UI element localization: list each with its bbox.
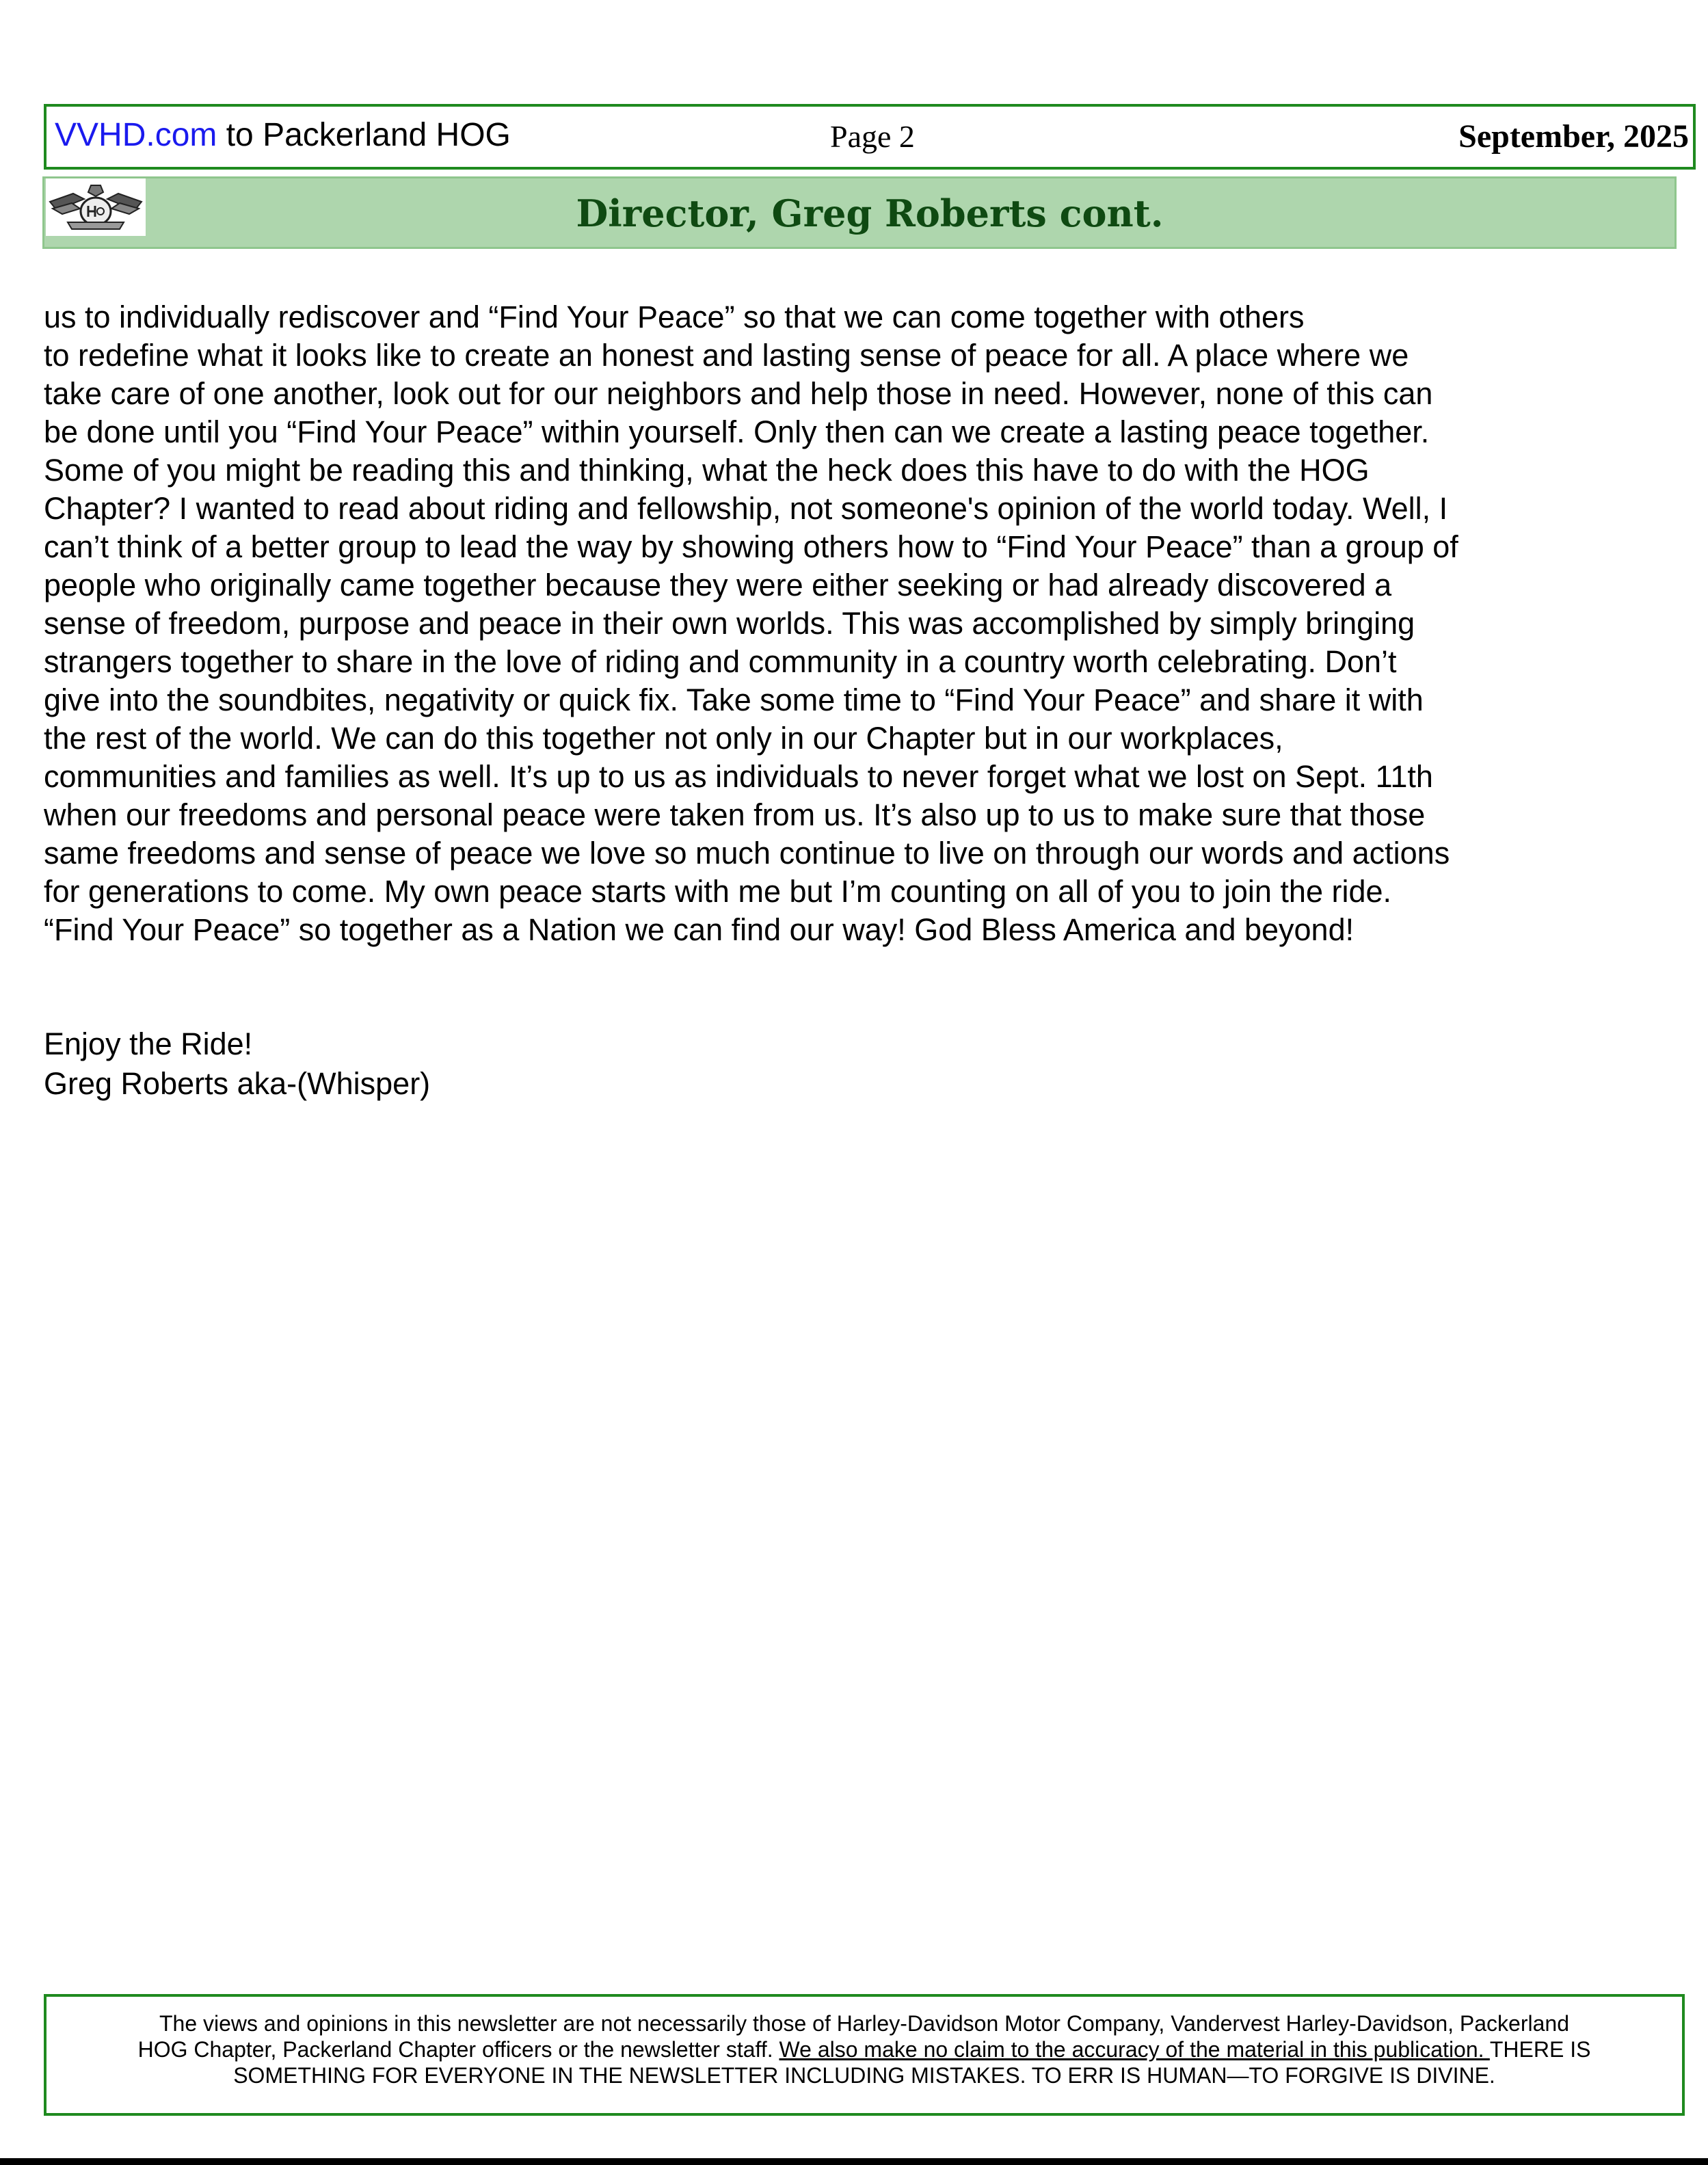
site-link[interactable]: VVHD.com <box>55 117 217 153</box>
page-header <box>44 104 1696 170</box>
disclaimer-line: SOMETHING FOR EVERYONE IN THE NEWSLETTER INCLUDING MISTAKES. TO ERR IS HUMAN—TO FORGIVE IS DIVINE. <box>233 2063 1495 2088</box>
disclaimer-line <box>46 2036 1682 2062</box>
sign-off: Enjoy the Ride! <box>44 1026 253 1061</box>
body-line: take care of one another, look out for our neighbors and help those in need. However, none of this can <box>44 376 1433 411</box>
body-line: the rest of the world. We can do this together not only in our Chapter but in our workplaces, <box>44 721 1283 756</box>
body-line: can’t think of a better group to lead the way by showing others how to “Find Your Peace” than a group of <box>44 529 1458 564</box>
site-suffix: to Packerland HOG <box>217 117 511 153</box>
body-line: sense of freedom, purpose and peace in their own worlds. This was accomplished by simply bringing <box>44 606 1415 641</box>
section-title: Director, Greg Roberts cont. <box>576 191 1164 235</box>
body-line: people who originally came together because they were either seeking or had already discovered a <box>44 568 1392 602</box>
body-line: strangers together to share in the love of riding and community in a country worth celebrating. Don’t <box>44 644 1397 679</box>
article-body <box>44 298 1657 949</box>
body-line: Chapter? I wanted to read about riding and fellowship, not someone's opinion of the world today. Well, I <box>44 491 1448 526</box>
disclaimer-text: HOG Chapter, Packerland Chapter officers or the newsletter staff. <box>137 2037 779 2062</box>
body-line: communities and families as well. It’s up to us as individuals to never forget what we lost on Sept. 11th <box>44 759 1433 794</box>
disclaimer-text: THERE IS <box>1489 2037 1591 2062</box>
disclaimer-box <box>44 1994 1685 2116</box>
bottom-divider <box>0 2158 1708 2165</box>
disclaimer-underlined: We also make no claim to the accuracy of the material in this publication. <box>779 2037 1490 2062</box>
body-line: give into the soundbites, negativity or quick fix. Take some time to “Find Your Peace” and share it with <box>44 682 1424 717</box>
issue-date: September, 2025 <box>1458 118 1689 155</box>
signature-block <box>44 1024 430 1104</box>
body-line: Some of you might be reading this and thinking, what the heck does this have to do with the HOG <box>44 453 1370 488</box>
author-name: Greg Roberts aka-(Whisper) <box>44 1066 431 1101</box>
disclaimer-line: The views and opinions in this newsletter are not necessarily those of Harley-Davidson Motor Company, Vandervest Harley-Davidson, Packerland <box>159 2011 1569 2036</box>
header-title <box>55 115 511 156</box>
body-line: to redefine what it looks like to create an honest and lasting sense of peace for all. A place where we <box>44 338 1409 373</box>
body-line: when our freedoms and personal peace were taken from us. It’s also up to us to make sure that those <box>44 797 1426 832</box>
body-line: for generations to come. My own peace starts with me but I’m counting on all of you to join the ride. <box>44 874 1392 909</box>
section-banner <box>42 176 1677 249</box>
body-line: be done until you “Find Your Peace” within yourself. Only then can we create a lasting peace together. <box>44 414 1430 449</box>
body-line: “Find Your Peace” so together as a Nation we can find our way! God Bless America and beyond! <box>44 912 1355 947</box>
body-line: us to individually rediscover and “Find Your Peace” so that we can come together with others <box>44 300 1305 334</box>
page-number: Page 2 <box>830 119 915 154</box>
body-line: same freedoms and sense of peace we love so much continue to live on through our words and actions <box>44 836 1450 871</box>
